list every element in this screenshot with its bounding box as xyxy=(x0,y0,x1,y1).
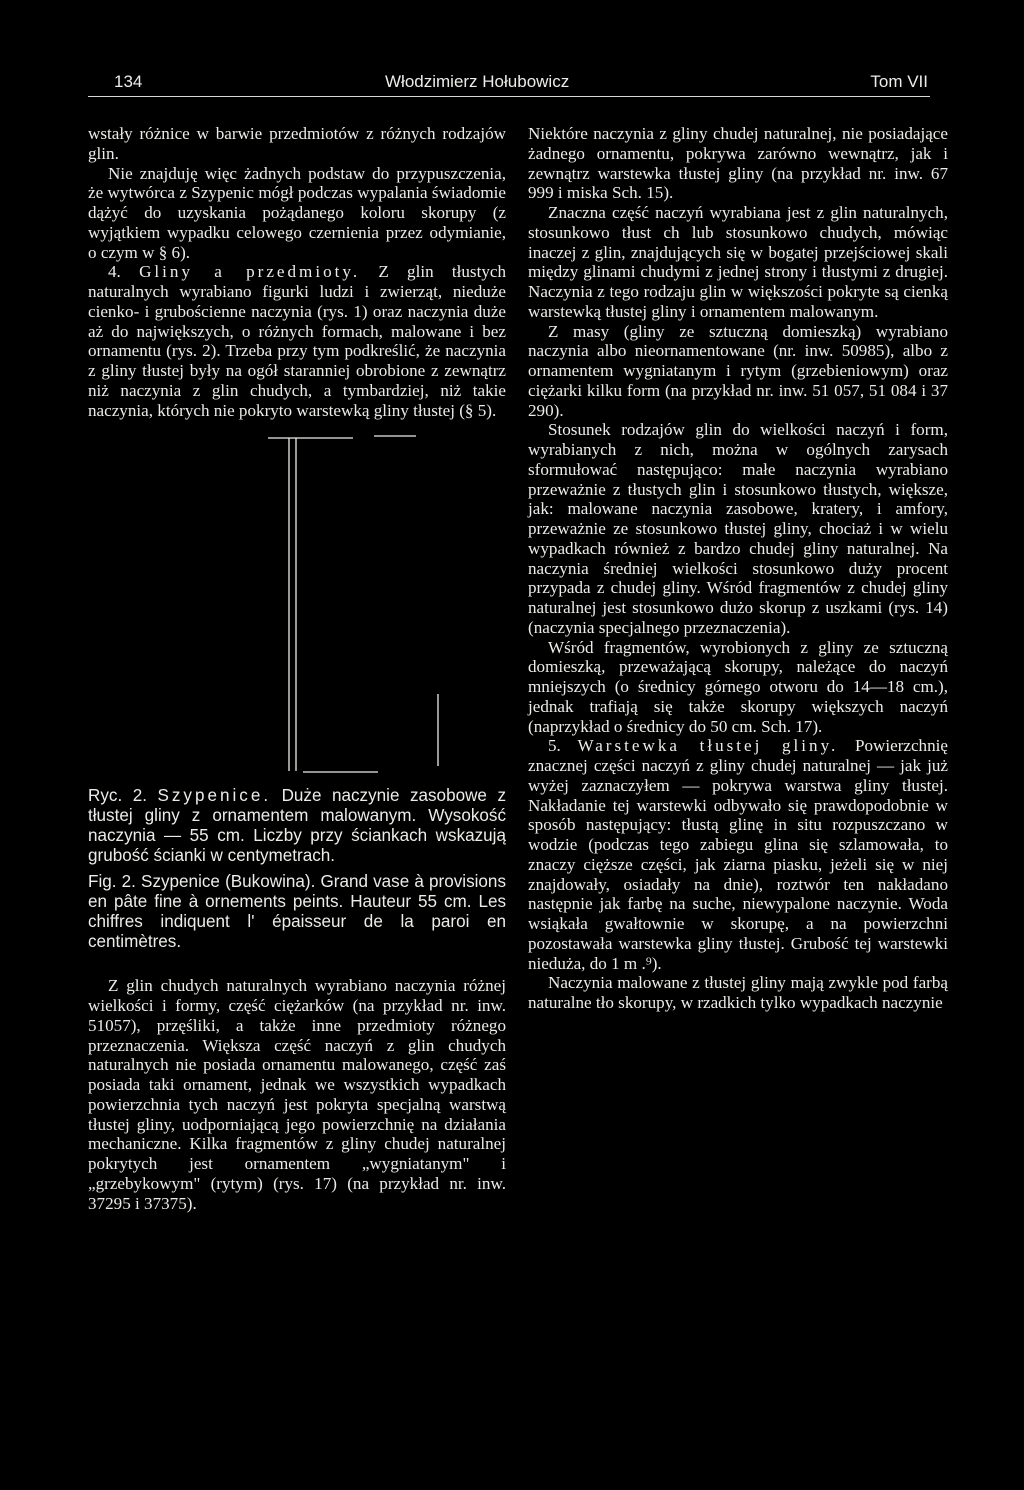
figure-vessel-profile xyxy=(88,426,506,786)
paragraph: Z masy (gliny ze sztuczną domieszką) wyrabiano naczynia albo nieornamentowane (nr. inw. 50985), albo z ornamentem wygniatanym i rytym (grzebieniowym) oraz ciężarki kilku form (na przykład nr. inw. 51 057, 51 084 i 37 290). xyxy=(528,321,948,420)
paragraph: wstały różnice w barwie przedmiotów z różnych rodzajów glin. xyxy=(88,124,506,163)
paragraph: Wśród fragmentów, wyrobionych z gliny ze sztuczną domieszką, przeważającą skorupy, należące do naczyń mniejszych (o średnicy górnego otworu do 14—18 cm.), jednak trafiają się także skorupy większych naczyń (naprzykład o średnicy do 50 cm. Sch. 17). xyxy=(528,637,948,736)
caption-prefix: Ryc. 2. xyxy=(88,786,158,806)
right-column xyxy=(528,124,948,1013)
section-5-paragraph xyxy=(528,736,948,973)
paragraph: Stosunek rodzajów glin do wielkości naczyń i form, wyrabianych z nich, można w ogólnych zarysach sformułować następująco: małe naczynia wyrabiano przeważnie z tłustych glin i stosunkowo tłustych, większe, jak: malowane naczynia zasobowe, kratery, i amfory, przeważnie ze stosunkowo tłustej gliny, chociaż i w wielu wypadkach również z bardzo chudej gliny naturalnej. Na naczynia średniej wielkości stosunkowo duży procent przypada z chudej gliny. Wśród fragmentów z chudej gliny naturalnej jest stosunkowo dużo skorup z uszkami (rys. 14) (naczynia specjalnego przeznaczenia). xyxy=(528,420,948,637)
vessel-profile-drawing xyxy=(88,426,506,786)
paragraph: Nie znajduję więc żadnych podstaw do przypuszczenia, że wytwórca z Szypenic mógł podczas wypalania świadomie dążyć do uzyskania pożądanego koloru skorupy (z wyjątkiem wypadku celowego czernienia przez odymianie, o czym w § 6). xyxy=(88,163,506,262)
section-heading: Warstewka tłustej gliny. xyxy=(577,736,839,756)
page-number: 134 xyxy=(114,72,143,91)
section-number: 5. xyxy=(548,736,578,756)
running-author: Włodzimierz Hołubowicz xyxy=(385,72,570,91)
paragraph: Niektóre naczynia z gliny chudej naturalnej, nie posiadające żadnego ornamentu, pokrywa zarówno wewnątrz, jak i zewnątrz warstewka tłustej gliny (na przykład nr. inw. 67 999 i miska Sch. 15). xyxy=(528,124,948,203)
paragraph: Naczynia malowane z tłustej gliny mają zwykle pod farbą naturalne tło skorupy, w rzadkich tylko wypadkach naczynie xyxy=(528,973,948,1012)
header-rule xyxy=(88,96,930,97)
caption-site: Szypenice. xyxy=(157,786,272,806)
section-4-paragraph xyxy=(88,262,506,420)
paragraph: Znaczna część naczyń wyrabiana jest z glin naturalnych, stosunkowo tłust ch lub stosunkowo chudych, mówiąc inaczej z glin, znajdujących się w bogatej przejściowej skali między glinami chudymi z jednej strony i tłustymi z drugiej. Naczynia z tego rodzaju glin w większości pokryte są cienką warstewką tłustej gliny i ornamentem malowanym. xyxy=(528,203,948,321)
running-header xyxy=(88,68,930,98)
left-column xyxy=(88,124,506,1213)
section-heading: Gliny a przedmioty. xyxy=(139,262,361,282)
figure-caption-pl xyxy=(88,786,506,865)
paragraph-text: Powierzchnię znacznej części naczyń z gliny chudej naturalnej — jak już wyżej zaznaczyłem — pokrywa warstwa gliny tłustej. Nakładanie tej warstewki odbywało się prawdopodobnie w sposób następujący: tłustą glinę in situ rozpuszczano w wodzie (podczas tego zabiegu glina się szlamowała, to znaczy cięższe części, jak ziarna piasku, jeżeli się w niej znajdowały, osiadały na dnie), roztwór ten nakładano następnie jak farbę na suche, niewypalone naczynie. Woda wsiąkała gwałtownie w skorupę, a na powierzchni pozostawała warstewka gliny tłustej. Grubość tej warstewki nieduża, do 1 m .⁹). xyxy=(528,736,948,973)
section-number: 4. xyxy=(108,262,140,282)
paragraph: Z glin chudych naturalnych wyrabiano naczynia różnej wielkości i formy, część ciężarków (na przykład nr. inw. 51057), przęśliki, a także inne przedmioty różnego przeznaczenia. Większa część naczyń z glin chudych naturalnych nie posiada ornamentu malowanego, część zaś posiada taki ornament, jednak we wszystkich wypadkach powierzchnia tych naczyń jest pokryta specjalną warstwą tłustej gliny, uodporniającą jego powierzchnię na działania mechaniczne. Kilka fragmentów z gliny chudej naturalnej pokrytych jest ornamentem „wygniatanym" i „grzebykowym" (rytym) (rys. 17) (na przykład nr. inw. 37295 i 37375). xyxy=(88,976,506,1213)
paragraph-text: Z glin tłustych naturalnych wyrabiano figurki ludzi i zwierząt, nieduże cienko- i grubościenne naczynia (rys. 1) oraz naczynia duże aż do największych, o różnych formach, malowane i bez ornamentu (rys. 2). Trzeba przy tym podkreślić, że naczynia z gliny tłustej były na ogół staranniej obrobione z zewnątrz niż naczynia z glin chudych, a tymbardziej, niż takie naczynia, których nie pokryto warstewką gliny tłustej (§ 5). xyxy=(88,262,507,420)
volume-label: Tom VII xyxy=(870,72,928,91)
figure-caption-fr: Fig. 2. Szypenice (Bukowina). Grand vase à provisions en pâte fine à ornements peints. Hauteur 55 cm. Les chiffres indiquent l' épaisseur de la paroi en centimètres. xyxy=(88,872,506,951)
caption-text: Duże naczynie zasobowe z tłustej gliny z ornamentem malowanym. Wysokość naczynia — 55 cm. Liczby przy ściankach wskazują grubość ścianki w centymetrach. xyxy=(88,786,506,865)
